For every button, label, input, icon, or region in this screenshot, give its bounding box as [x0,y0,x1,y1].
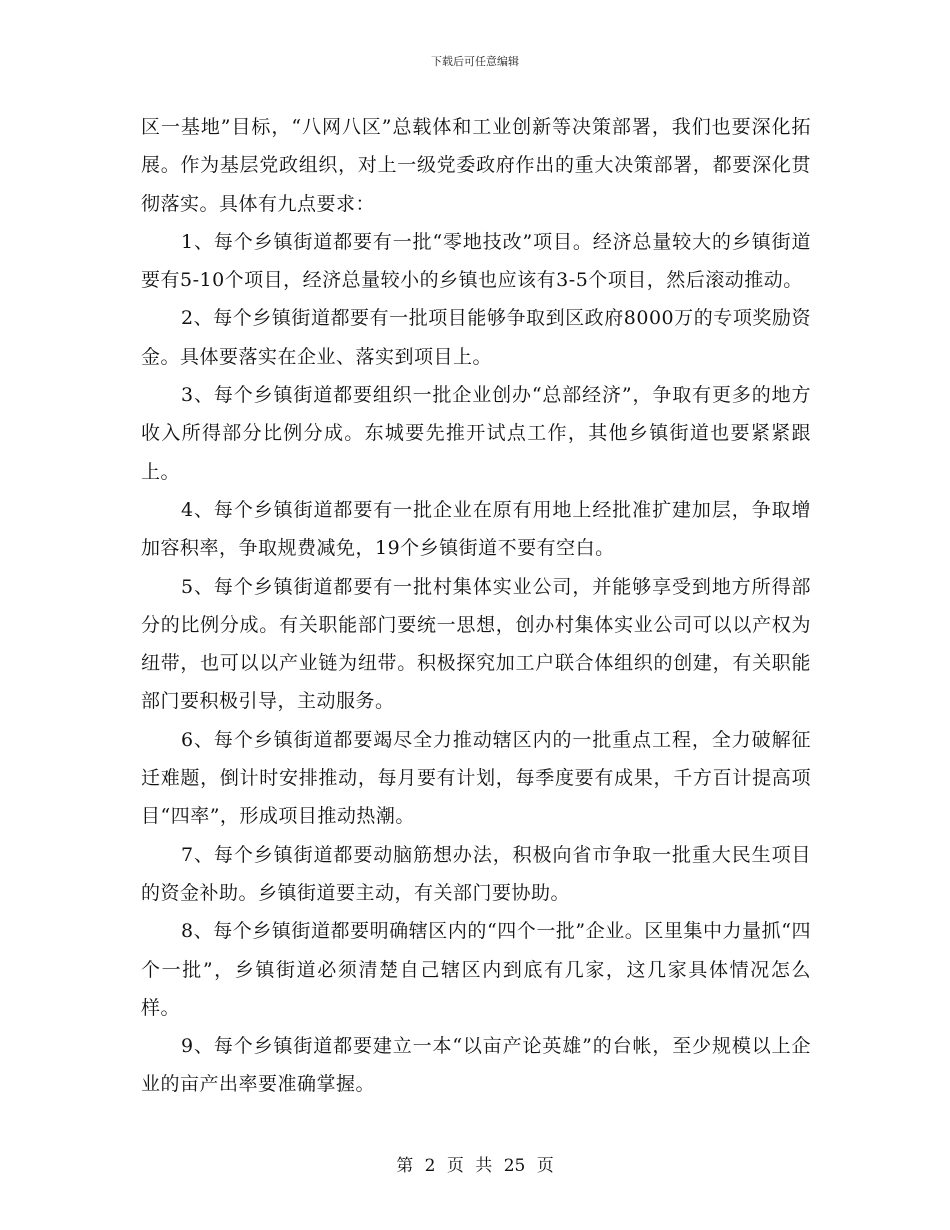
page-header-note: 下载后可任意编辑 [431,55,519,68]
paragraph-requirement-4: 4、每个乡镇街道都要有一批企业在原有用地上经批准扩建加层，争取增加容积率，争取规费减免，19个乡镇街道不要有空白。 [141,498,811,560]
paragraph-requirement-3: 3、每个乡镇街道都要组织一批企业创办“总部经济”，争取有更多的地方收入所得部分比例分成。东城要先推开试点工作，其他乡镇街道也要紧紧跟上。 [141,384,811,483]
document-body [141,108,811,1104]
paragraph-requirement-9: 9、每个乡镇街道都要建立一本“以亩产论英雄”的台帐，至少规模以上企业的亩产出率要准确掌握。 [141,1035,811,1096]
paragraph-requirement-2: 2、每个乡镇街道都要有一批项目能够争取到区政府8000万的专项奖励资金。具体要落实在企业、落实到项目上。 [141,307,811,368]
paragraph-intro-continuation: 区一基地”目标，“八网八区”总载体和工业创新等决策部署，我们也要深化拓展。作为基层党政组织，对上一级党委政府作出的重大决策部署，都要深化贯彻落实。具体有九点要求： [141,116,811,215]
paragraph-requirement-6: 6、每个乡镇街道都要竭尽全力推动辖区内的一批重点工程，全力破解征迁难题，倒计时安排推动，每月要有计划，每季度要有成果，千方百计提高项目“四率”，形成项目推动热潮。 [141,728,811,828]
paragraph-requirement-7: 7、每个乡镇街道都要动脑筋想办法，积极向省市争取一批重大民生项目的资金补助。乡镇街道要主动，有关部门要协助。 [141,843,811,904]
paragraph-requirement-8: 8、每个乡镇街道都要明确辖区内的“四个一批”企业。区里集中力量抓“四个一批”，乡镇街道必须清楚自己辖区内到底有几家，这几家具体情况怎么样。 [141,920,811,1019]
paragraph-requirement-5: 5、每个乡镇街道都要有一批村集体实业公司，并能够享受到地方所得部分的比例分成。有关职能部门要统一思想，创办村集体实业公司可以以产权为纽带，也可以以产业链为纽带。积极探究加工户联合体组织的创建，有关职能部门要积极引导，主动服务。 [141,575,811,713]
paragraph-requirement-1: 1、每个乡镇街道都要有一批“零地技改”项目。经济总量较大的乡镇街道要有5-10个项目，经济总量较小的乡镇也应该有3-5个项目，然后滚动推动。 [141,230,811,292]
page-number-footer: 第 2 页 共 25 页 [396,1156,554,1176]
